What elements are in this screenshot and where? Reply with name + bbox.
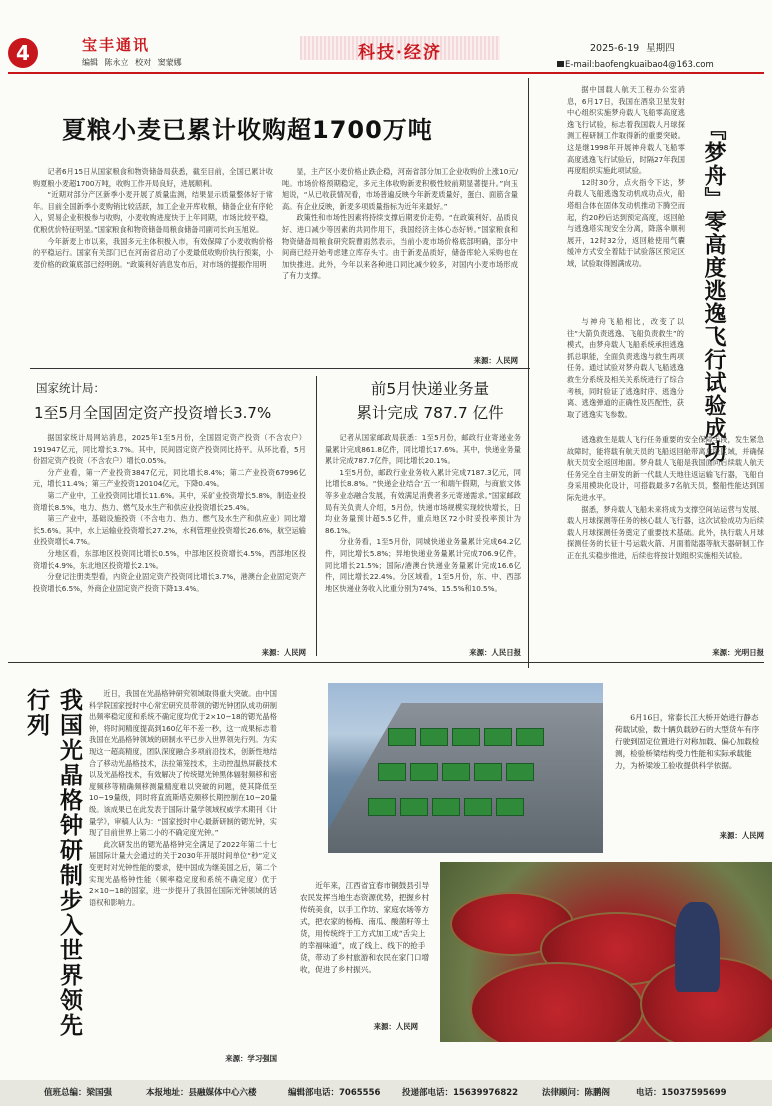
- mengzhou-para: 逃逸救生是载人飞行任务重要的安全保障手段，发生紧急故障时，能将载有航天员的飞船返回舱带离危险区域，并确保航天员安全返回地面。梦舟载人飞船是我国面向后续载人航天任务完全自主研发的新一代载人天地往返运输飞行器，飞船自身采用模块化设计，可搭载最多7名航天员，整船性能达到国际先进水平。: [567, 435, 764, 502]
- mengzhou-source: 来源：光明日报: [712, 648, 764, 657]
- investment-para: 第二产业中，工业投资同比增长11.6%。其中，采矿业投资增长5.8%，制造业投资增长8.5%，电力、热力、燃气及水生产和供应业投资增长25.4%。: [33, 490, 306, 512]
- investment-para: 第三产业中，基础设施投资（不含电力、热力、燃气及水生产和供应业）同比增长5.6%。其中，水上运输业投资增长27.2%，水利管理业投资增长26.6%，航空运输业投资增长4.7%。: [33, 514, 306, 547]
- investment-source: 来源：人民网: [261, 648, 306, 657]
- express-headline: [325, 377, 535, 425]
- truck: [368, 798, 396, 816]
- issue-date: 2025-6-19 星期四: [590, 43, 675, 54]
- truck: [378, 763, 406, 781]
- optical-para: 近日，我国在光晶格钟研究领域取得重大突破。由中国科学院国家授时中心常宏研究员带领的锶光钟团队成功研制出频率稳定度和系统不确定度均优于2×10−18的锶光晶格钟，将时间精度提高到160亿年不差一秒，这一成果标志着我国在光晶格钟领域的研制水平已步入世界领先行列。为实现这一超高精度，团队深度融合多项前沿技术，创新性地结合了移动光晶格技术，法拉第笼技术，主动控温热屏蔽技术以及光晶格技术，有效解决了传统锶光钟黑体辐射频移和密度频移等精确频移测量精度难以突破的问题，使其降低至10−19量级，同时将直流斯塔克频移长期控制在10−20量级。该成果已在此发表于国际计量学领域权威学术期刊《计量学》，审稿人认为：“国家授时中心最新研制的锶光钟，实现了目前世界上第二小的不确定度光钟。”: [89, 689, 277, 838]
- investment-body: [33, 432, 306, 642]
- trucks-caption-text: 6月16日，常泰长江大桥开始进行静态荷载试验，数十辆负载砂石的大型货车有序行驶到固定位置进行对称加载、偏心加载检测，检验桥梁结构受力性能和实际承载能力，为桥梁竣工验收提供科学依据。: [615, 713, 760, 770]
- truck: [410, 763, 438, 781]
- wheat-col-1: [33, 166, 273, 346]
- truck: [496, 798, 524, 816]
- investment-para: 分产业看，第一产业投资3847亿元，同比增长8.4%；第二产业投资67996亿元，增长11.4%；第三产业投资120104亿元，下降0.4%。: [33, 467, 306, 489]
- column-divider: [316, 376, 317, 656]
- paper-name: 宝丰通讯: [82, 36, 151, 54]
- trucks-source: 来源：人民网: [719, 831, 764, 840]
- wheat-para: 政策性和市场性因素将持续支撑后期麦价走势。“在政策利好、品质良好、进口减少等因素的共同作用下，我国经济主体心态好转。”国家粮食和物资储备局粮食研究院曹雨然表示，当前小麦市场价格底部明确，部分中间商已经开始考虑建立库存头寸。由于新麦品质好，储备库轮入采购也在加快推进。此外，今年以来各种进口同比减少较多，对国内小麦市场形成了有力支撑。: [282, 213, 518, 281]
- wheat-para: 今年新麦上市以来，我国多元主体积极入市，有效保障了小麦收购价格的平稳运行。国家有关部门已在河南省启动了小麦最低收购价执行预案，小麦价格的政策底部已经明朗。“政策利好消息发布后，对市场的提振作用明: [33, 236, 273, 269]
- express-para: 记者从国家邮政局获悉：1至5月份，邮政行业寄递业务量累计完成861.8亿件，同比增长17.6%。其中，快递业务量累计完成787.7亿件，同比增长20.1%。: [325, 433, 521, 466]
- truck: [388, 728, 416, 746]
- peppers-caption-text: 近年来，江西省宜春市铜鼓县引导农民发挥当地生态资源优势，把握乡村传统美食，以手工作坊、家庭农场等方式，把农家的杨梅、南瓜、酸菌籽等土货，用传统终于工方式加工成“舌尖上的幸福味道”，成了线上、线下的抢手货，带动了乡村旅游和农民在家门口增收，促进了乡村振兴。: [300, 881, 430, 974]
- footer-address: 本报地址：县融媒体中心六楼: [146, 1088, 257, 1098]
- truck: [420, 728, 448, 746]
- wheat-para: 显，主产区小麦价格止跌企稳，河南省部分加工企业收购价上涨10元/吨。市场价格预期稳定，多元主体收购新麦积极性较前期显著提升。”向玉旭说，“从已收获情况看，市场普遍反映今年新麦质量好，蛋白、面筋含量高。有企业反映，新麦多项质量指标为近年来最好。”: [282, 167, 518, 211]
- truck: [516, 728, 544, 746]
- footer-signer: 值班总编：梁国强: [44, 1088, 113, 1098]
- investment-para: 分地区看，东部地区投资同比增长0.5%，中部地区投资增长4.5%，西部地区投资增长4.9%，东北地区投资增长2.1%。: [33, 548, 306, 570]
- truck: [474, 763, 502, 781]
- trucks-caption: [615, 712, 761, 842]
- footer-legal: 法律顾问：陈鹏阁: [542, 1088, 611, 1098]
- optical-source: 来源：学习强国: [225, 1054, 277, 1063]
- page-number: 4: [8, 38, 38, 68]
- footer-delivery-phone: 投递部电话：15639976822: [402, 1088, 519, 1098]
- email-address: E-mail:baofengkuaibao4@163.com: [565, 60, 714, 70]
- truck: [464, 798, 492, 816]
- express-body: [325, 432, 521, 648]
- section-title: 科技·经济: [358, 43, 442, 63]
- peppers-source: 来源：人民网: [373, 1022, 418, 1031]
- optical-body: [89, 688, 277, 1058]
- express-source: 来源：人民日报: [469, 648, 521, 657]
- investment-para: 据国家统计局网站消息，2025年1至5月份，全国固定资产投资（不含农户）191947亿元，同比增长3.7%。其中，民间固定资产投资同比持平。从环比看，5月份固定资产投资（不含农户）增长0.05%。: [33, 433, 306, 466]
- wheat-para: “近期对部分产区新季小麦开展了质量监测，结果显示质量整体好于常年。目前全国新季小麦购销比较活跃，加工企业开库收粮，储备企业有序轮入，贸易企业积极参与收购，小麦收购进度快于上年同期，市场比较平稳，优粮优价特征明显。”国家粮食和物资储备局粮食储备司副司长向玉旭说。: [33, 190, 273, 234]
- express-para: 1至5月份，邮政行业业务收入累计完成7187.3亿元，同比增长8.8%。“快递企业结合‘五一’和端午假期，与商旅文体等多业态融合发展，有效满足消费者多元寄递需求。”国家邮政局有关负责人介绍，5月份，快递市场规模实现较快增长，日均业务量预计超5.5亿件，重点地区72小时妥投率预计为86.1%。: [325, 467, 521, 535]
- mengzhou-body-bottom: [567, 434, 764, 652]
- express-para: 分业务看，1至5月份，同城快递业务量累计完成64.2亿件，同比增长5.8%；异地快递业务量累计完成706.9亿件，同比增长21.5%；国际/港澳台快递业务量累计完成16.6亿件，同比增长22.4%。分区域看，1至5月份，东、中、西部地区快递业务收入比重分别为74%、15.5%和10.5%。: [325, 537, 521, 593]
- mail-icon: [557, 61, 564, 67]
- truck: [442, 763, 470, 781]
- optical-headline: 我国光晶格钟研制步入世界领先行列: [23, 688, 83, 1038]
- wheat-headline: 夏粮小麦已累计收购超1700万吨: [62, 116, 433, 144]
- truck: [506, 763, 534, 781]
- investment-kicker: 国家统计局：: [36, 381, 105, 395]
- wheat-source: 来源：人民网: [473, 356, 518, 365]
- investment-headline: 1至5月全国固定资产投资增长3.7%: [34, 404, 272, 422]
- wheat-col-2: [282, 166, 518, 346]
- section-divider: [8, 662, 764, 663]
- mengzhou-para: 据中国载人航天工程办公室消息，6月17日，我国在酒泉卫星发射中心组织实施梦舟载人飞船零高度逃逸飞行试验，标志着我国载人月球探测工程研制工作取得新的重要突破。这是继1998年开展神舟载人飞船零高度逃逸飞行试验后，时隔27年我国再度组织实施此项试验。: [567, 85, 685, 176]
- optical-para: 此次研发出的锶光晶格钟完全满足了2022年第二十七届国际计量大会通过的关于2030年开展时间单位“秒”定义变更时对光钟性能的要求，使中国成为继美国之后，第二个实现光晶格钟性能（频率稳定度和系统不确定度）优于2×10−18的国家，进一步提升了我国在国际光钟领域的话语权和影响力。: [89, 839, 277, 907]
- mengzhou-body-mid: [567, 316, 684, 434]
- investment-para: 分登记注册类型看，内资企业固定资产投资同比增长3.7%，港澳台企业固定资产投资增长6.5%，外商企业固定资产投资下降13.4%。: [33, 572, 306, 593]
- footer-edit-phone: 编辑部电话：7065556: [288, 1088, 381, 1098]
- column-divider: [528, 78, 529, 668]
- mengzhou-para: 据悉，梦舟载人飞船未来将成为支撑空间站运营与发展、载人月球探测等任务的核心载人飞行器，这次试验成功为后续载人月球探测任务奠定了重要技术基础。此外，执行载人月球探测任务的长征十号运载火箭、月面着陆器等航天器研制工作正在扎实稳步推进，后续也将按计划组织实施相关试验。: [567, 504, 764, 560]
- mengzhou-headline: 『梦舟』零高度逃逸飞行试验成功: [701, 118, 727, 463]
- header-rule: [8, 72, 764, 74]
- footer-phone: 电话：15037595699: [636, 1088, 727, 1098]
- mengzhou-para: 12时30分，点火指令下达，梦舟载人飞船逃逸发动机成功点火，船塔组合体在固体发动机推动下腾空而起，约20秒后达到预定高度，返回舱与逃逸塔实现安全分离，降落伞顺利展开，12时32分，返回舱使用气囊缓冲方式安全着陆于试验落区预定区域，试验取得圆满成功。: [567, 177, 685, 268]
- peppers-caption: [300, 880, 430, 1028]
- divider: [30, 368, 530, 369]
- truck: [484, 728, 512, 746]
- editors-line: 编辑 陈永立 校对 窦蒙娜: [82, 58, 182, 67]
- express-headline-line1: 前5月快递业务量: [370, 380, 490, 398]
- drying-peppers-photo: [440, 862, 772, 1042]
- truck: [432, 798, 460, 816]
- truck: [452, 728, 480, 746]
- express-headline-line2: 累计完成 787.7 亿件: [356, 404, 504, 422]
- wheat-para: 记者6月15日从国家粮食和物资储备局获悉，截至目前，全国已累计收购夏粮小麦超1700万吨，收购工作开局良好，进展顺利。: [33, 167, 273, 188]
- truck: [400, 798, 428, 816]
- bridge-load-test-photo: [328, 683, 603, 853]
- worker-figure: [675, 902, 720, 992]
- mengzhou-body-top: [567, 84, 685, 294]
- mengzhou-para: 与神舟飞船相比，改变了以往“大箭负责逃逸、飞船负责救生”的模式，由梦舟载人飞船系统承担逃逸抓总职能，全面负责逃逸与救生两项任务。通过试验对梦舟载人飞船逃逸救生分系统及相关关系统进行了综合考核，同时验证了逃逸时序、逃逸分离、逃逸弹道的正确性及匹配性，获取了逃逸实飞参数。: [567, 317, 684, 419]
